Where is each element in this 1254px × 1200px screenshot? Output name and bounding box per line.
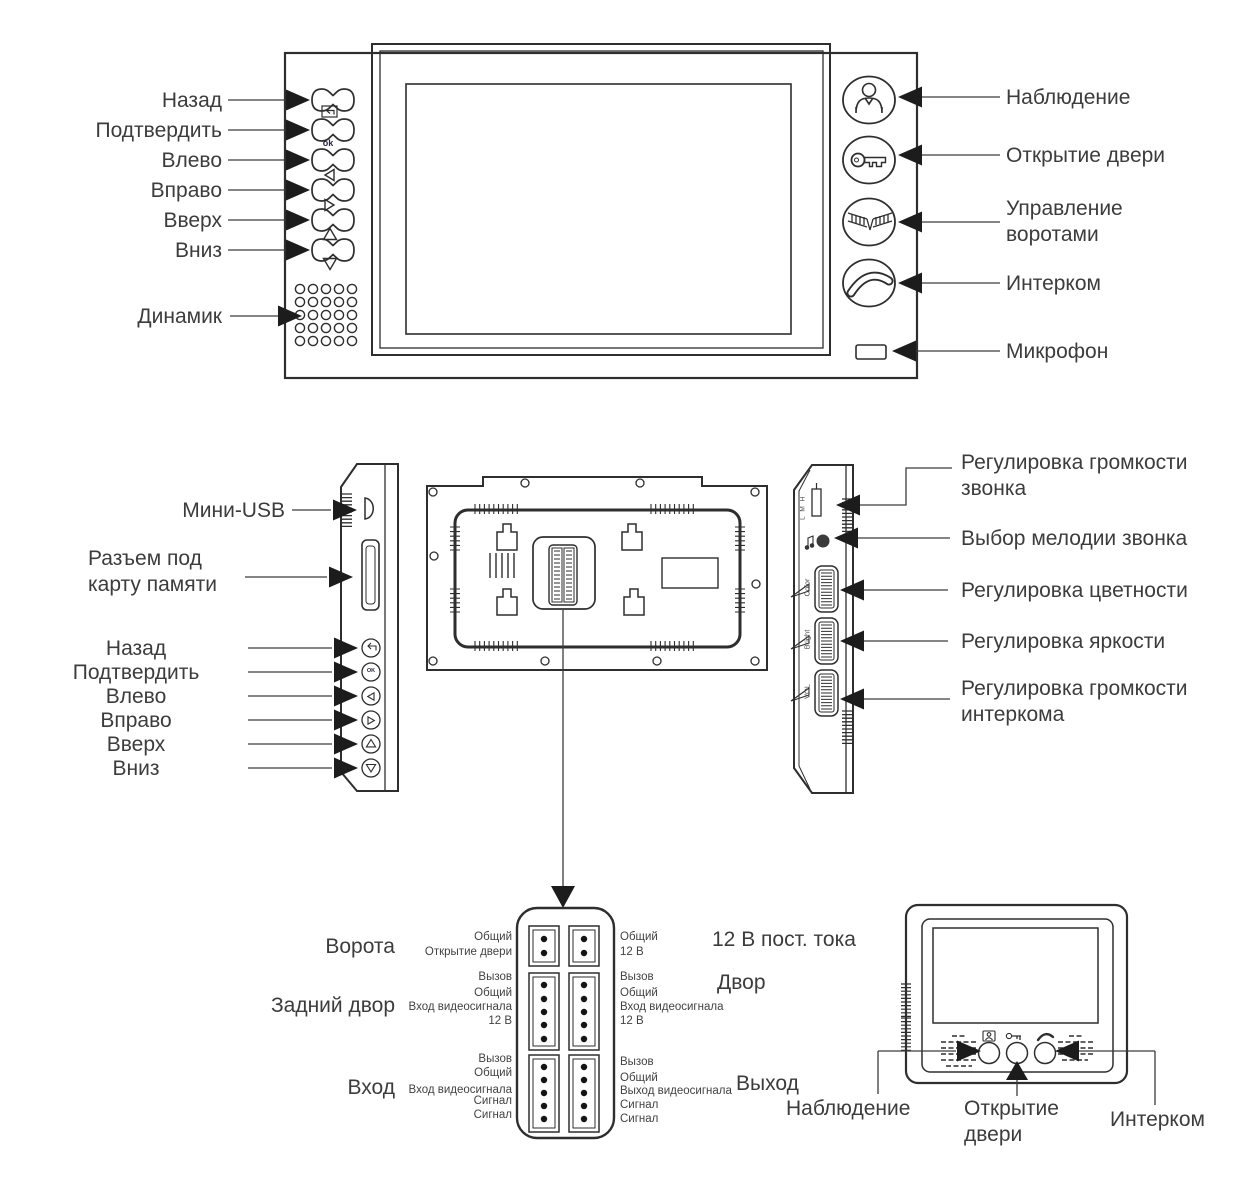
connector-pins (541, 936, 587, 1122)
side-back-button (362, 639, 380, 657)
down-button (312, 239, 354, 261)
label-side-confirm: Подтвердить (72, 661, 200, 684)
pin-label: Сигнал (473, 1109, 512, 1121)
function-buttons (843, 77, 895, 307)
label-mini-usb: Мини-USB (182, 499, 285, 522)
back-frame (455, 510, 740, 647)
front-view (285, 44, 917, 378)
pin-label: 12 В (620, 1015, 644, 1027)
label-up: Вверх (163, 209, 222, 232)
pin-label: Вызов (620, 1056, 654, 1068)
small-unlock-button (1007, 1043, 1028, 1064)
group-12vdc: 12 В пост. тока (712, 928, 856, 951)
side-nav-buttons (362, 639, 380, 777)
label-ring-volume: Регулировка громкости звонка (961, 451, 1188, 501)
right-button (312, 179, 354, 201)
pin-label: Вход видеосигнала (408, 1084, 512, 1096)
screen-bezel (372, 44, 830, 355)
up-arrow (1006, 1061, 1028, 1080)
vol-slider-label: VOL (802, 684, 812, 700)
pinout-connector (517, 908, 614, 1138)
left-side-arrows (329, 500, 358, 779)
return-icon (368, 643, 376, 651)
label-side-down: Вниз (112, 757, 160, 780)
key-icon (852, 154, 886, 167)
label-small-intercom: Интерком (1110, 1108, 1205, 1131)
pin-label: Общий (474, 1067, 512, 1079)
small-device-screen (933, 928, 1098, 1023)
side-up-button (362, 735, 380, 753)
down-arrow (551, 886, 575, 908)
person-icon (856, 84, 882, 114)
screen (406, 84, 791, 334)
side-down-button (362, 759, 380, 777)
label-plate (662, 558, 718, 588)
pin-label: Вызов (478, 1053, 512, 1065)
bright-slider (815, 618, 838, 664)
small-device-buttons (979, 1043, 1056, 1064)
pin-label: Сигнал (620, 1113, 659, 1125)
pin-label: Вызов (478, 971, 512, 983)
color-slider-label: Color (802, 578, 812, 597)
pin-label: 12 В (488, 1015, 512, 1027)
group-exit: Выход (736, 1072, 799, 1095)
label-door-open: Открытие двери (1006, 144, 1166, 167)
side-right-button (362, 711, 380, 729)
right-triangle-icon (325, 200, 334, 211)
pin-label: Общий (620, 931, 658, 943)
gate-icon (848, 213, 892, 230)
speaker-grid (295, 284, 356, 345)
label-intercom: Интерком (1006, 272, 1101, 295)
left-button (312, 149, 354, 171)
pin-label: Общий (474, 987, 512, 999)
back-button (312, 89, 354, 111)
label-side-back: Назад (105, 637, 167, 660)
label-side-right: Вправо (100, 709, 172, 732)
pin-label: Общий (474, 931, 512, 943)
label-gate-control: Управление воротами (1006, 197, 1123, 247)
group-backyard: Задний двор (270, 994, 395, 1017)
ok-button-label: ok (322, 138, 334, 148)
microphone-slot (856, 345, 886, 359)
label-confirm: Подтвердить (95, 119, 222, 142)
pin-label: 12 В (620, 946, 644, 958)
switch-marks-lmh: L M H (799, 495, 807, 520)
pin-label: Сигнал (620, 1099, 659, 1111)
bright-slider-label: Bright (802, 629, 812, 650)
label-side-up: Вверх (106, 733, 166, 756)
small-monitor-button (979, 1043, 1000, 1064)
small-button-icons (983, 1031, 1053, 1041)
label-sd-slot: Разъем под карту памяти (88, 547, 217, 597)
group-gate: Ворота (325, 935, 395, 958)
pin-label: Вход видеосигнала (408, 1001, 512, 1013)
front-arrows (278, 87, 922, 362)
label-intercom-volume: Регулировка громкости интеркома (961, 677, 1188, 727)
label-left: Влево (161, 149, 222, 172)
group-yard: Двор (717, 971, 766, 994)
down-triangle-icon (366, 765, 375, 772)
label-monitoring: Наблюдение (1006, 86, 1131, 109)
up-triangle-icon (366, 740, 375, 747)
mini-usb-port (365, 498, 373, 519)
melody-button (817, 535, 830, 548)
vol-slider (815, 670, 838, 716)
back-view (427, 477, 767, 670)
label-ring-melody: Выбор мелодии звонка (961, 527, 1188, 550)
grip-texture (842, 711, 852, 743)
label-small-monitoring: Наблюдение (786, 1097, 911, 1120)
frame-hatch (450, 504, 745, 651)
up-button (312, 209, 354, 231)
pin-label: Сигнал (473, 1095, 512, 1107)
key-icon (1006, 1033, 1011, 1038)
right-side-leaders (858, 468, 952, 699)
label-bright-adjust: Регулировка яркости (961, 630, 1166, 653)
sd-card-slot (362, 540, 379, 610)
pin-label: Открытие двери (424, 946, 512, 958)
side-ok-label: OK (366, 668, 376, 674)
sliders (815, 566, 838, 716)
label-down: Вниз (175, 239, 222, 262)
pin-label: Вход видеосигнала (620, 1001, 724, 1013)
color-slider (815, 566, 838, 612)
pin-label: Общий (620, 987, 658, 999)
pin-label: Вызов (620, 971, 654, 983)
music-note-icon (805, 536, 813, 549)
side-left-button (362, 687, 380, 705)
connector-pointer (551, 610, 575, 908)
label-small-door-open: Открытие двери (964, 1097, 1059, 1147)
label-microphone: Микрофон (1006, 340, 1109, 363)
label-color-adjust: Регулировка цветности (961, 579, 1188, 602)
label-speaker: Динамик (137, 305, 222, 328)
small-device (901, 905, 1127, 1083)
small-intercom-button (1035, 1043, 1056, 1064)
label-side-left: Влево (105, 685, 167, 708)
pin-label: Общий (620, 1072, 658, 1084)
pin-label: Выход видеосигнала (620, 1085, 732, 1097)
left-side-leaders (245, 510, 332, 768)
nav-buttons (312, 89, 354, 261)
ringer-volume-switch (812, 489, 821, 516)
right-triangle-icon (368, 717, 374, 724)
label-right: Вправо (150, 179, 222, 202)
small-device-body (906, 905, 1127, 1083)
vent-slots (490, 553, 514, 578)
label-back: Назад (161, 89, 222, 112)
left-triangle-icon (368, 693, 374, 700)
group-entrance: Вход (347, 1076, 395, 1099)
left-triangle-icon (325, 170, 334, 181)
handset-icon (851, 276, 889, 293)
handset-icon (1038, 1034, 1053, 1040)
